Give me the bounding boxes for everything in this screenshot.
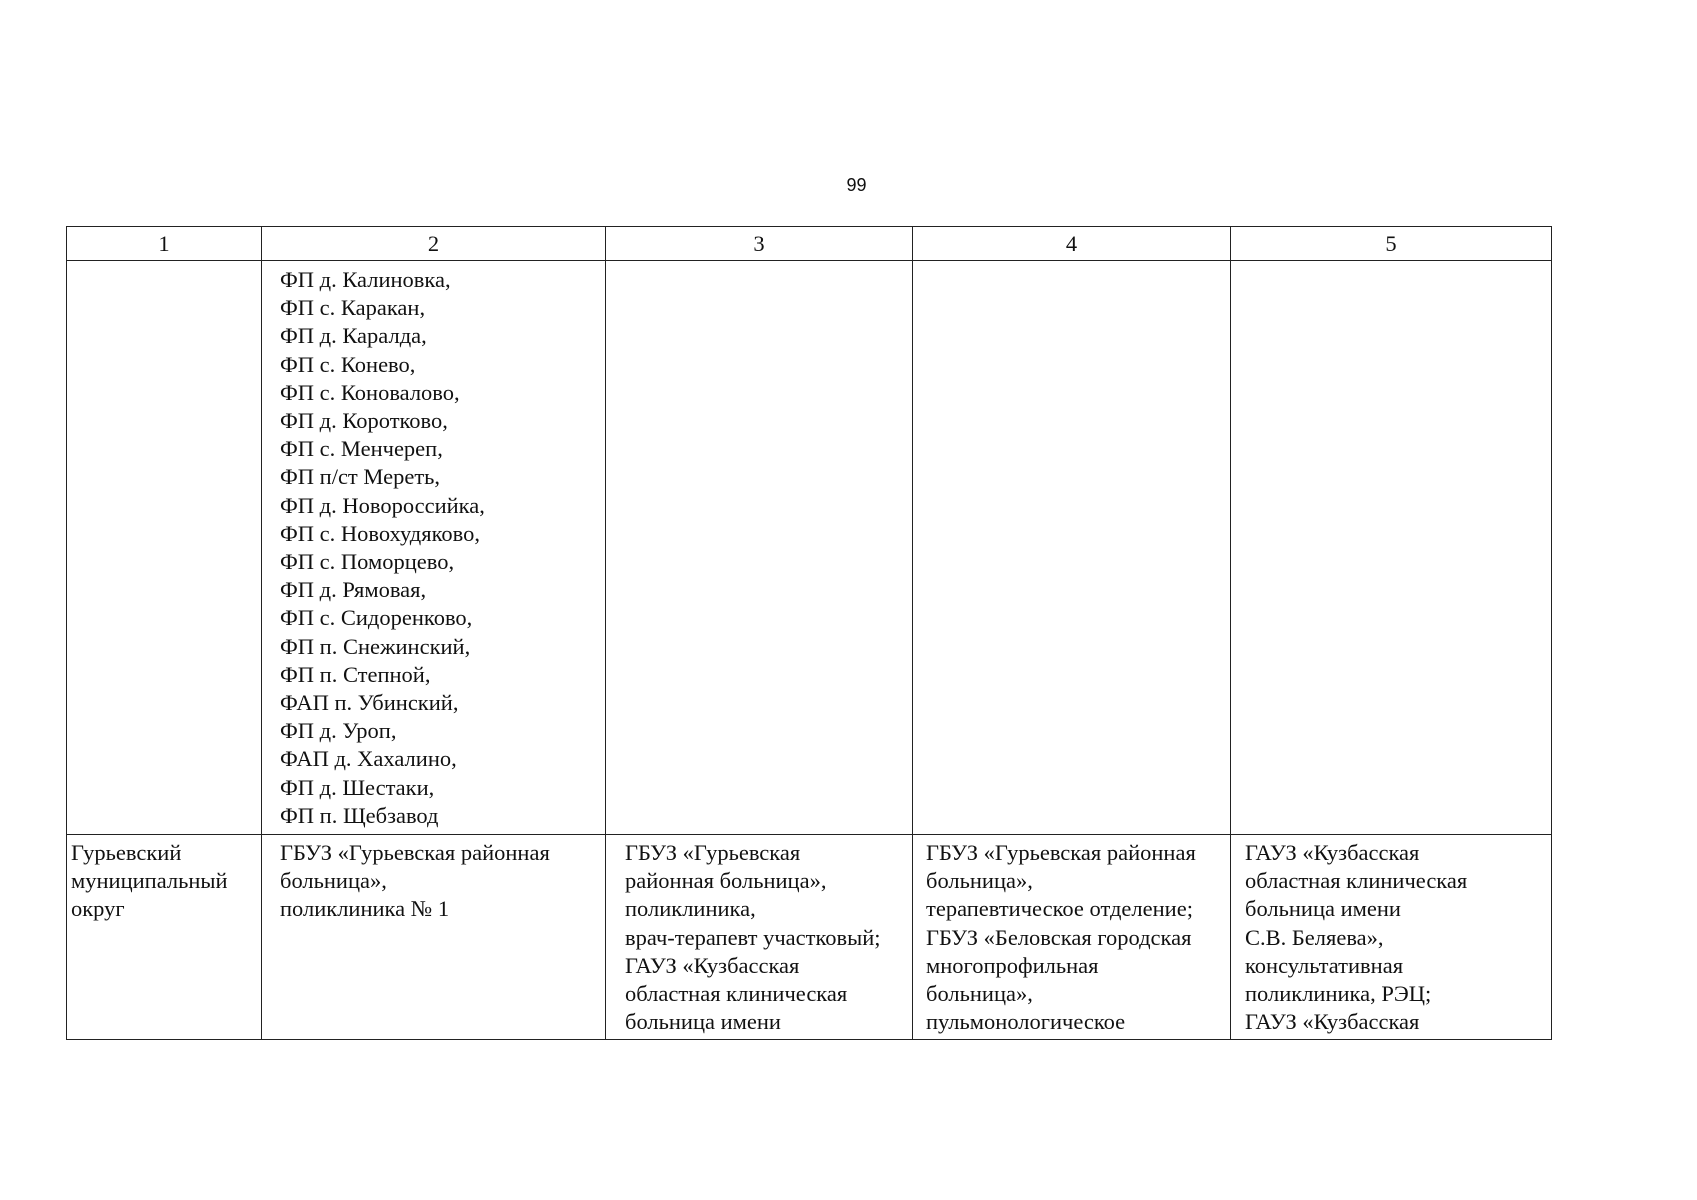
header-cell-5: 5 (1231, 227, 1552, 261)
cell-text-line: больница», (926, 981, 1033, 1007)
cell-text-line: ФП д. Рямовая, (280, 577, 427, 603)
cell-text-line: ФП д. Коротково, (280, 408, 448, 434)
cell-text-line: ФП д. Калиновка, (280, 267, 451, 292)
cell-text-line: ГАУЗ «Кузбасская (625, 952, 800, 978)
cell-text-line: ФАП п. Убинский, (280, 690, 459, 716)
cell-text-line: Гурьевский (71, 840, 182, 865)
header-cell-3: 3 (606, 227, 913, 261)
cell-text-line: областная клиническая (625, 981, 848, 1007)
cell-text-line: поликлиника, (625, 896, 756, 922)
header-cell-4: 4 (913, 227, 1231, 261)
cell-text-line: пульмонологическое (926, 1009, 1126, 1035)
cell-text-line: консультативная (1245, 952, 1404, 978)
cell-text-line: ФАП д. Хахалино, (280, 746, 457, 772)
medical-points-list (262, 261, 606, 835)
cell-text-line: ГАУЗ «Кузбасская (1245, 1009, 1420, 1035)
cell-text-line: ФП д. Каралда, (280, 323, 427, 349)
cell-text-line: ФП с. Каракан, (280, 295, 426, 321)
cell-text-line: ФП с. Поморцево, (280, 549, 455, 575)
cell-text-line: врач-терапевт участковый; (625, 924, 881, 950)
cell-text-line: ГБУЗ «Гурьевская районная (280, 840, 550, 865)
cell-text-line: ГАУЗ «Кузбасская (1245, 840, 1420, 865)
column3-cell-empty (606, 261, 913, 835)
routing-table (66, 226, 1552, 1040)
cell-text-line: ФП п. Щебзавод (280, 802, 439, 828)
cell-text-line: ГБУЗ «Беловская городская (926, 924, 1192, 950)
cell-text-line: больница имени (1245, 896, 1401, 922)
cell-text-line: ФП п/ст Мереть, (280, 464, 441, 490)
cell-text-line: ФП п. Степной, (280, 661, 431, 687)
cell-text-line: ФП с. Коновалово, (280, 379, 460, 405)
cell-text-line: поликлиника № 1 (280, 896, 450, 922)
cell-text-line: ФП с. Новохудяково, (280, 520, 480, 546)
page-number: 99 (846, 175, 867, 195)
cell-text-line: ФП с. Менчереп, (280, 436, 443, 462)
cell-text-line: С.В. Беляева», (1245, 924, 1384, 950)
header-cell-1: 1 (67, 227, 262, 261)
cell-text-line: больница имени (625, 1009, 781, 1035)
primary-care-cell (262, 835, 606, 1040)
table-row-guryevsky (67, 835, 1552, 1040)
header-cell-2: 2 (262, 227, 606, 261)
cell-text-line: ФП д. Новороссийка, (280, 492, 485, 518)
district-cell-empty (67, 261, 262, 835)
column4-cell-empty (913, 261, 1231, 835)
cell-text-line: ФП п. Снежинский, (280, 633, 471, 659)
cell-text-line: ФП д. Уроп, (280, 718, 397, 744)
cell-text-line: областная клиническая (1245, 868, 1468, 894)
cell-text-line: терапевтическое отделение; (926, 896, 1193, 922)
column5-cell (1231, 835, 1552, 1040)
cell-text-line: районная больница», (625, 868, 827, 894)
column3-cell (606, 835, 913, 1040)
cell-text-line: многопрофильная (926, 952, 1099, 978)
cell-text-line: больница», (926, 868, 1033, 894)
cell-text-line: ФП с. Сидоренково, (280, 605, 473, 631)
cell-text-line: поликлиника, РЭЦ; (1245, 981, 1432, 1007)
column5-cell-empty (1231, 261, 1552, 835)
cell-text-line: муниципальный (71, 868, 228, 894)
cell-text-line: ГБУЗ «Гурьевская районная (926, 840, 1196, 865)
cell-text-line: ФП с. Конево, (280, 351, 416, 377)
cell-text-line: больница», (280, 868, 387, 894)
header-row (67, 227, 1552, 261)
table-row-continuation (67, 261, 1552, 835)
column4-cell (913, 835, 1231, 1040)
cell-text-line: ФП д. Шестаки, (280, 774, 435, 800)
cell-text-line: округ (71, 896, 125, 922)
district-name-cell (67, 835, 262, 1040)
cell-text-line: ГБУЗ «Гурьевская (625, 840, 801, 865)
